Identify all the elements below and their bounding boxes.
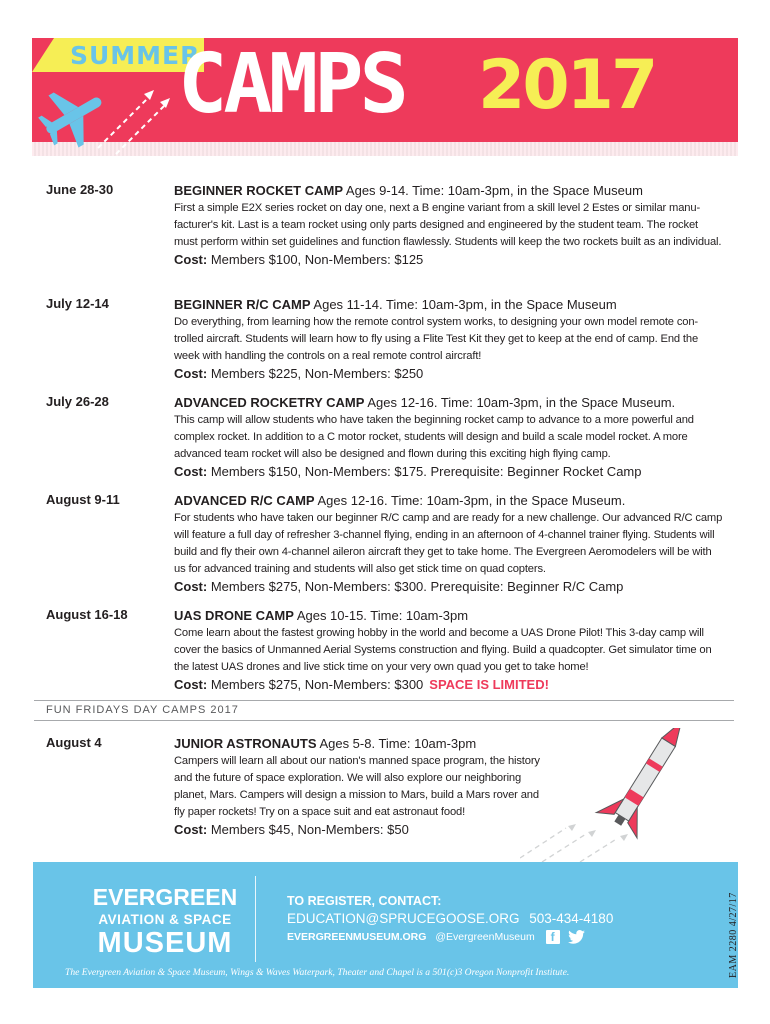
camp-date: July 12-14	[46, 296, 109, 311]
phone-number[interactable]: 503-434-4180	[529, 911, 614, 926]
register-contact	[287, 911, 613, 926]
nonprofit-note: The Evergreen Aviation & Space Museum, Wings & Waves Waterpark, Theater and Chapel is a 501(c)3 Oregon Nonprofit Institute.	[65, 967, 570, 978]
fun-fridays-heading: FUN FRIDAYS DAY CAMPS 2017	[46, 704, 239, 716]
camp-date: August 16-18	[46, 607, 128, 622]
camp-meta: Ages 12-16. Time: 10am-3pm, in the Space Museum.	[367, 395, 676, 410]
form-code: EAM 2280 4/27/17	[728, 892, 739, 978]
camp-title: ADVANCED R/C CAMP	[174, 493, 315, 508]
camp-title: UAS DRONE CAMP	[174, 608, 294, 623]
facebook-icon[interactable]: f	[546, 930, 560, 944]
logo-line: EVERGREEN	[92, 884, 238, 910]
footer	[33, 862, 738, 988]
twitter-icon[interactable]	[568, 930, 585, 944]
camp-meta: Ages 9-14. Time: 10am-3pm, in the Space Museum	[345, 183, 643, 198]
cost-value: Members $45, Non-Members: $50	[210, 822, 409, 837]
cost-value: Members $150, Non-Members: $175. Prerequisite: Beginner Rocket Camp	[210, 464, 642, 479]
cost-value: Members $225, Non-Members: $250	[210, 366, 424, 381]
cost-label: Cost:	[174, 252, 208, 267]
camp-title: ADVANCED ROCKETRY CAMP	[174, 395, 365, 410]
cost-value: Members $275, Non-Members: $300	[210, 677, 424, 692]
camp-meta: Ages 11-14. Time: 10am-3pm, in the Space Museum	[313, 297, 617, 312]
logo-line: MUSEUM	[97, 926, 233, 959]
section-divider	[34, 700, 734, 701]
cost-value: Members $100, Non-Members: $125	[210, 252, 424, 267]
camp-meta: Ages 5-8. Time: 10am-3pm	[319, 736, 477, 751]
year-title: 2017	[478, 46, 656, 125]
camps-title: CAMPS	[178, 37, 405, 132]
camp-meta: Ages 10-15. Time: 10am-3pm	[296, 608, 469, 623]
cost-label: Cost:	[174, 579, 208, 594]
airplane-icon	[38, 74, 178, 158]
web-links	[287, 930, 585, 944]
email-link[interactable]: EDUCATION@SPRUCEGOOSE.ORG	[287, 911, 520, 926]
camp-date: July 26-28	[46, 394, 109, 409]
social-handle[interactable]: @EvergreenMuseum	[435, 930, 535, 943]
website-link[interactable]: EVERGREENMUSEUM.ORG	[287, 930, 427, 943]
footer-separator	[255, 876, 256, 962]
camp-description: Campers will learn all about our nation's manned space program, the history and the future of space exploration. We will also explore our neighboring planet, Mars. Campers will design a mission to Mars, build a Mars rover and fly paper rockets! Try on a space suit and eat astronaut food!	[174, 755, 540, 818]
camp-description: Come learn about the fastest growing hobby in the world and become a UAS Drone Pilot! This 3-day camp will cover the basics of Unmanned Aerial Systems construction and flying. Build a quadcopter. Get simulator time on the latest UAS drones and live stick time on your very own quad you get to take home!	[174, 627, 712, 673]
camp-description: This camp will allow students who have taken the beginning rocket camp to advance to a more powerful and complex rocket. In addition to a C motor rocket, students will design and build a scale model rocket. A more advanced team rocket will also be designed and flown during this exciting high flying camp.	[174, 414, 694, 460]
summer-label: SUMMER	[70, 41, 201, 70]
camp-title: BEGINNER R/C CAMP	[174, 297, 311, 312]
camp-meta: Ages 12-16. Time: 10am-3pm, in the Space Museum.	[317, 493, 626, 508]
rocket-icon	[520, 728, 720, 863]
cost-value: Members $275, Non-Members: $300. Prerequisite: Beginner R/C Camp	[210, 579, 624, 594]
cost-label: Cost:	[174, 366, 208, 381]
social-icons	[546, 930, 585, 944]
logo-line: AVIATION & SPACE	[98, 912, 232, 927]
camp-date: June 28-30	[46, 182, 114, 197]
section-divider	[34, 720, 734, 721]
camp-date: August 9-11	[46, 492, 120, 507]
register-heading: TO REGISTER, CONTACT:	[287, 894, 442, 908]
camp-title: BEGINNER ROCKET CAMP	[174, 183, 344, 198]
museum-logo	[85, 886, 245, 958]
space-limited-note: SPACE IS LIMITED!	[429, 677, 549, 692]
camp-description: First a simple E2X series rocket on day one, next a B engine variant from a skill level 2 Estes or similar manu-facturer's kit. Last is a team rocket using only parts designed and engineered by the student team. The rocket must perform within set guidelines and function flawlessly. Students will keep the two rockets built as an individual.	[174, 202, 722, 248]
cost-label: Cost:	[174, 464, 208, 479]
cost-label: Cost:	[174, 822, 208, 837]
camp-description: Do everything, from learning how the remote control system works, to designing your own model remote con-trolled aircraft. Students will learn how to fly using a Flite Test Kit they get to keep at the end of camp. End the week with handling the controls on a real remote control aircraft!	[174, 316, 699, 362]
camp-title: JUNIOR ASTRONAUTS	[174, 736, 317, 751]
cost-label: Cost:	[174, 677, 208, 692]
camp-description: For students who have taken our beginner R/C camp and are ready for a new challenge. Our advanced R/C camp will feature a full day of refresher 3-channel flying, ending in an afternoon of 4-channel trainer flying. Students will build and fly their own 4-channel aileron aircraft they get to take home. The Evergreen Aeromodelers will be with us for advanced training and students will also get stick time on quad copters.	[174, 512, 723, 575]
camp-date: August 4	[46, 735, 102, 750]
